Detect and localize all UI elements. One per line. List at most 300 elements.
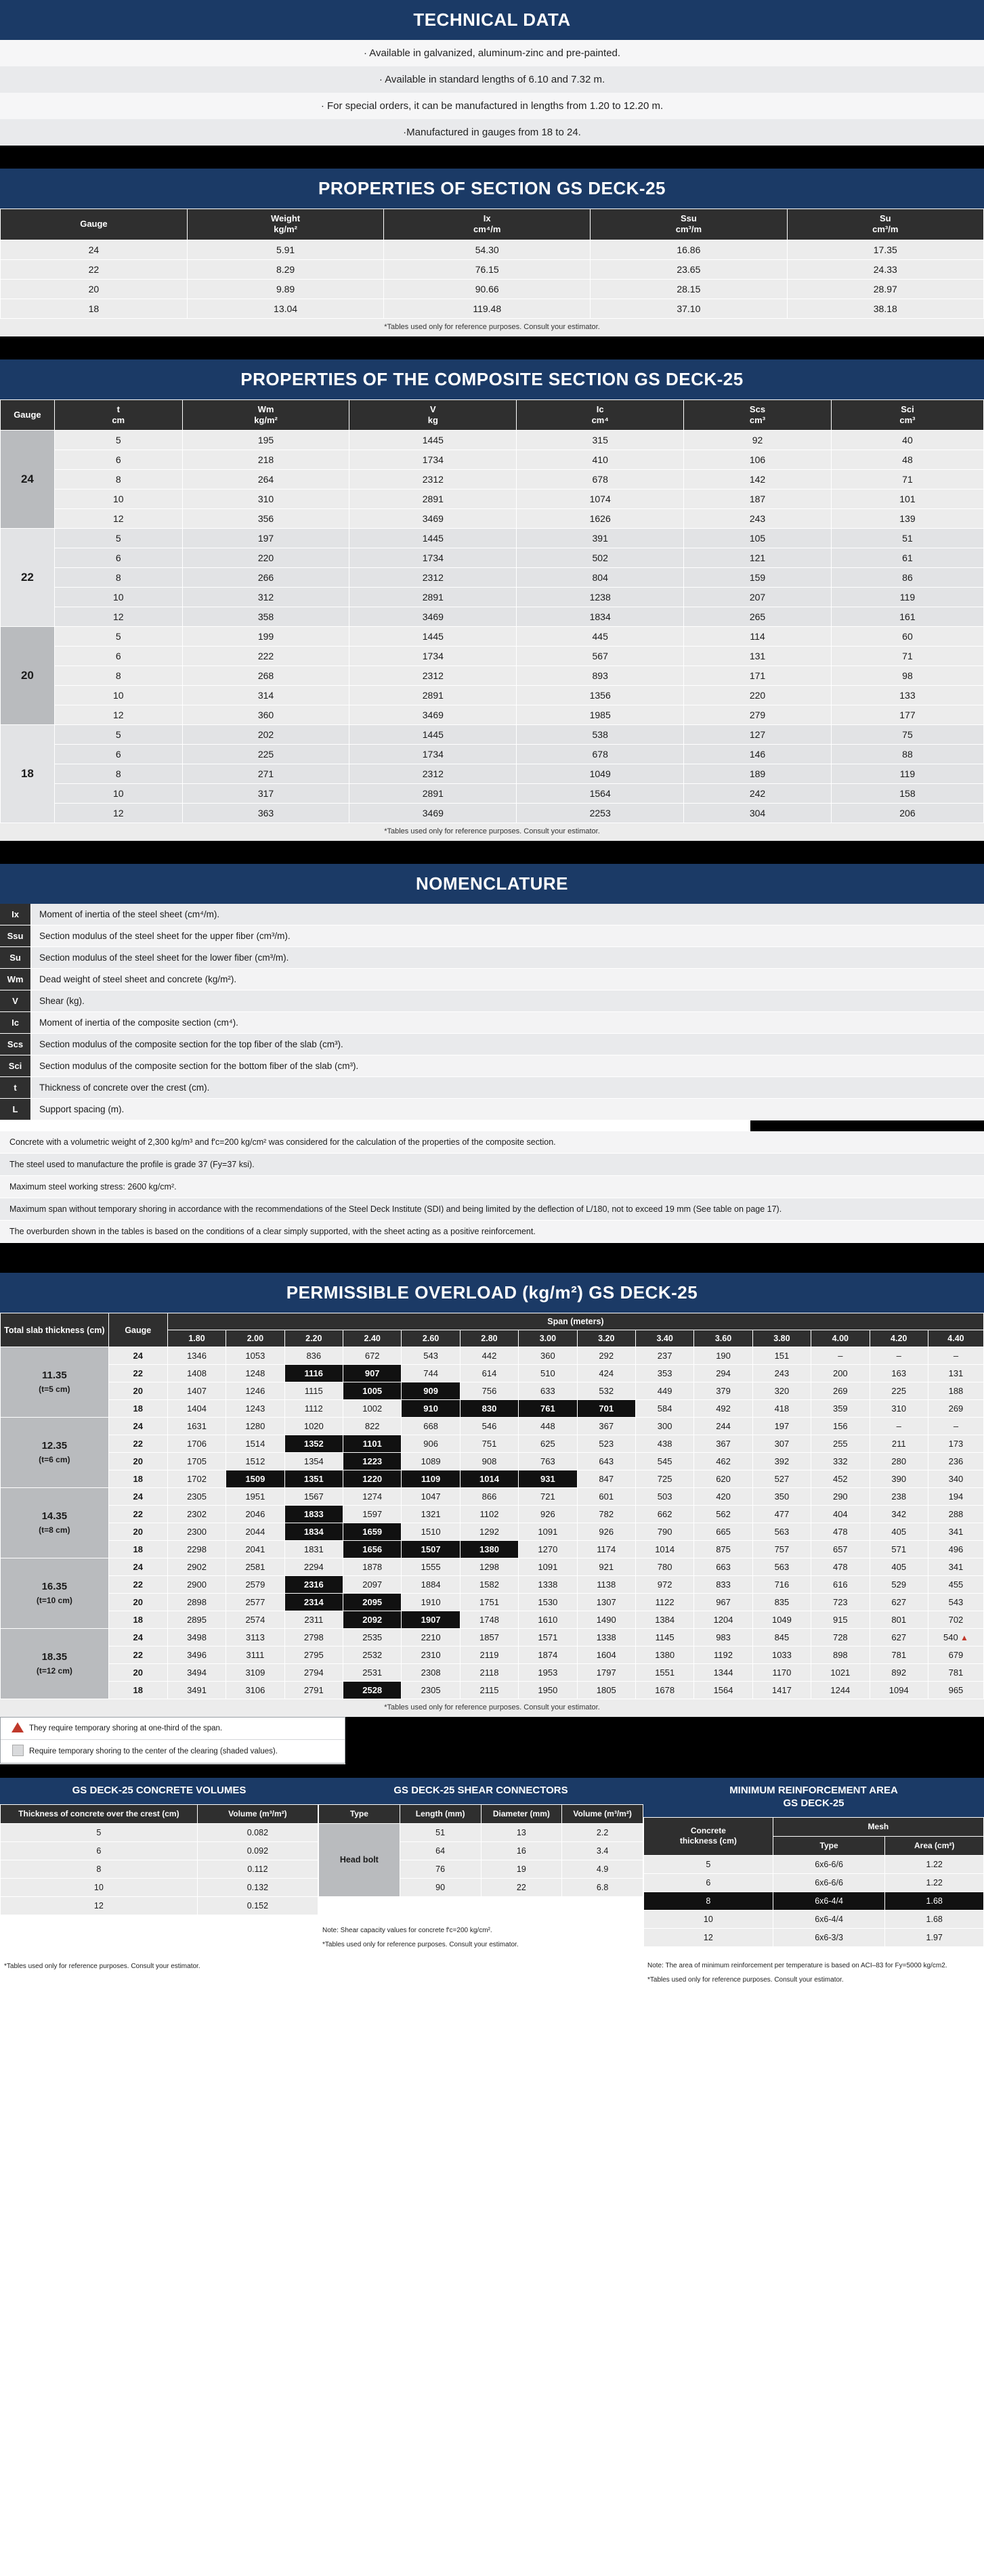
span-col: 2.00	[226, 1330, 284, 1347]
table-row	[1, 1896, 318, 1915]
cell: 1445	[349, 529, 517, 548]
overload-value-cell: 2305	[167, 1488, 226, 1506]
nomenclature-text: Moment of inertia of the steel sheet (cm⁴/m).	[31, 904, 984, 925]
overload-value-cell: 151	[752, 1347, 811, 1365]
cell: 225	[182, 745, 349, 764]
overload-value-cell: 342	[870, 1506, 928, 1523]
overload-value-cell: 1220	[343, 1470, 402, 1488]
overload-value-cell: 244	[694, 1418, 752, 1435]
cell: 18	[1, 299, 188, 318]
cell: 5	[54, 431, 182, 450]
overload-value-cell: 390	[870, 1470, 928, 1488]
shear-connectors-note-2: *Tables used only for reference purposes. Consult your estimator.	[318, 1940, 643, 1955]
cell: 391	[517, 529, 684, 548]
overload-value-cell: 781	[870, 1646, 928, 1664]
overload-value-cell: 1706	[167, 1435, 226, 1453]
cell: 10	[644, 1910, 773, 1928]
reinforcement-subtitle: GS DECK-25	[783, 1797, 844, 1809]
table-row	[644, 1928, 984, 1946]
composite-section-title	[0, 359, 984, 399]
overload-value-cell: 2798	[284, 1629, 343, 1646]
cell: 1445	[349, 431, 517, 450]
overload-value-cell: 173	[928, 1435, 983, 1453]
overload-value-cell: 332	[811, 1453, 870, 1470]
shear-connectors-note-1: Note: Shear capacity values for concrete f'c=200 kg/cm².	[318, 1921, 643, 1940]
composite-section-note: *Tables used only for reference purposes. Consult your estimator.	[0, 823, 984, 841]
triangle-warning-icon: ▲	[958, 1633, 968, 1642]
cell: 139	[831, 509, 983, 529]
overload-value-cell: 1555	[402, 1558, 460, 1576]
cell: 197	[182, 529, 349, 548]
cell: 1564	[517, 784, 684, 804]
divider-black	[0, 336, 984, 359]
overload-value-cell: 761	[519, 1400, 577, 1418]
bottom-tables	[0, 1778, 984, 1990]
cell: 6	[54, 647, 182, 666]
cell: 19	[481, 1860, 562, 1878]
cell: 312	[182, 588, 349, 607]
overload-value-cell: 668	[402, 1418, 460, 1435]
table-row	[1, 279, 984, 299]
nomenclature-symbol: Su	[0, 947, 31, 969]
overload-value-cell: 833	[694, 1576, 752, 1594]
overload-value-cell: 1033	[752, 1646, 811, 1664]
cell: 61	[831, 548, 983, 568]
note-line: Concrete with a volumetric weight of 2,300 kg/m³ and f'c=200 kg/cm² was considered for the calculation of the properties of the composite section.	[0, 1131, 984, 1154]
overload-value-cell: 543	[402, 1347, 460, 1365]
overload-value-cell: 910	[402, 1400, 460, 1418]
overload-value-cell: 1407	[167, 1382, 226, 1400]
span-col: 3.20	[577, 1330, 635, 1347]
nomenclature-text: Section modulus of the steel sheet for the lower fiber (cm³/m).	[31, 947, 984, 969]
span-col: 4.20	[870, 1330, 928, 1347]
overload-value-cell: 1656	[343, 1541, 402, 1558]
col-weight: Weight kg/m²	[187, 209, 383, 240]
table-row	[1, 450, 984, 470]
table-row	[1, 1611, 984, 1629]
gauge-cell: 24	[108, 1558, 167, 1576]
table-row	[1, 1488, 984, 1506]
cell: 22	[481, 1878, 562, 1896]
cell: 222	[182, 647, 349, 666]
table-row	[1, 1418, 984, 1435]
col-t: t cm	[54, 399, 182, 431]
table-row	[1, 568, 984, 588]
table-row	[1, 784, 984, 804]
overload-value-cell: 523	[577, 1435, 635, 1453]
overload-value-cell: 2528	[343, 1682, 402, 1699]
table-row	[1, 1347, 984, 1365]
overload-value-cell: 1833	[284, 1506, 343, 1523]
cell: 6	[54, 450, 182, 470]
table-row	[1, 1453, 984, 1470]
cell: 1.68	[885, 1892, 984, 1910]
overload-value-cell: 801	[870, 1611, 928, 1629]
overload-value-cell: 379	[694, 1382, 752, 1400]
overload-value-cell: 1597	[343, 1506, 402, 1523]
overload-value-cell: 2302	[167, 1506, 226, 1523]
overload-value-cell: 238	[870, 1488, 928, 1506]
cell: 90.66	[384, 279, 591, 299]
table-row	[1, 509, 984, 529]
cell: 28.15	[591, 279, 787, 299]
overload-value-cell: 503	[635, 1488, 693, 1506]
overload-value-cell: 751	[460, 1435, 518, 1453]
overload-value-cell: 782	[577, 1506, 635, 1523]
cell: 279	[684, 705, 832, 725]
cell: 1734	[349, 647, 517, 666]
gauge-cell: 22	[108, 1506, 167, 1523]
technical-data-row: · Available in standard lengths of 6.10 and 7.32 m.	[0, 66, 984, 93]
cell: 567	[517, 647, 684, 666]
overload-value-cell: 790	[635, 1523, 693, 1541]
concrete-volumes-title: GS DECK-25 CONCRETE VOLUMES	[0, 1778, 318, 1804]
table-row	[1, 489, 984, 509]
overload-value-cell: 1751	[460, 1594, 518, 1611]
overload-value-cell: 1910	[402, 1594, 460, 1611]
cell: 363	[182, 804, 349, 823]
cell: 127	[684, 725, 832, 745]
permissible-overload-title-text: PERMISSIBLE OVERLOAD (kg/m²)	[286, 1282, 584, 1303]
nomenclature-notes	[0, 1131, 984, 1243]
overload-value-cell: 972	[635, 1576, 693, 1594]
overload-value-cell: 527	[752, 1470, 811, 1488]
cell: 358	[182, 607, 349, 627]
overload-value-cell: 1610	[519, 1611, 577, 1629]
overload-value-cell: 1797	[577, 1664, 635, 1682]
span-col: 2.40	[343, 1330, 402, 1347]
col-ix: Ix cm⁴/m	[384, 209, 591, 240]
overload-value-cell: 2898	[167, 1594, 226, 1611]
overload-value-cell: 915	[811, 1611, 870, 1629]
col-ssu: Ssu cm³/m	[591, 209, 787, 240]
overload-value-cell: 510	[519, 1365, 577, 1382]
overload-value-cell: 477	[752, 1506, 811, 1523]
cell: 893	[517, 666, 684, 686]
cell: 0.112	[197, 1860, 318, 1878]
permissible-overload-title	[0, 1273, 984, 1313]
table-row	[1, 686, 984, 705]
overload-value-cell: 1047	[402, 1488, 460, 1506]
divider-black	[345, 1717, 984, 1764]
overload-value-cell: 1582	[460, 1576, 518, 1594]
cell: 22	[1, 259, 188, 279]
overload-value-cell: 1509	[226, 1470, 284, 1488]
overload-value-cell: 197	[752, 1418, 811, 1435]
composite-section-product: GS DECK-25	[634, 368, 744, 389]
table-row	[644, 1910, 984, 1928]
overload-value-cell: 496	[928, 1541, 983, 1558]
table-row	[1, 1435, 984, 1453]
cell: 13	[481, 1823, 562, 1841]
cell: 16.86	[591, 240, 787, 259]
overload-value-cell: 546	[460, 1418, 518, 1435]
legend-text: Require temporary shoring to the center of the clearing (shaded values).	[29, 1747, 278, 1755]
col-su: Su cm³/m	[787, 209, 983, 240]
col-gauge: Gauge	[1, 399, 55, 431]
overload-value-cell: 1005	[343, 1382, 402, 1400]
cell: 51	[400, 1823, 481, 1841]
overload-value-cell: 1678	[635, 1682, 693, 1699]
overload-value-cell: 1049	[752, 1611, 811, 1629]
gauge-cell: 22	[108, 1646, 167, 1664]
table-row	[319, 1823, 643, 1841]
table-row	[1, 1682, 984, 1699]
nomenclature-symbol: t	[0, 1077, 31, 1099]
overload-value-cell: 2794	[284, 1664, 343, 1682]
overload-value-cell: 2795	[284, 1646, 343, 1664]
span-col: 3.60	[694, 1330, 752, 1347]
overload-value-cell: –	[811, 1347, 870, 1365]
composite-section-table	[0, 399, 984, 824]
reinforcement-title-text: MINIMUM REINFORCEMENT AREA	[729, 1785, 898, 1796]
span-col: 2.80	[460, 1330, 518, 1347]
col-mesh-group: Mesh	[773, 1817, 983, 1836]
slab-thickness-value: 14.35	[41, 1510, 68, 1522]
overload-value-cell: 341	[928, 1558, 983, 1576]
table-header-row	[1, 1804, 318, 1823]
reinforcement-panel	[643, 1778, 984, 1990]
overload-value-cell: 931	[519, 1470, 577, 1488]
cell: 1.68	[885, 1910, 984, 1928]
cell: 88	[831, 745, 983, 764]
overload-value-cell: 1094	[870, 1682, 928, 1699]
overload-value-cell: 294	[694, 1365, 752, 1382]
overload-value-cell: 420	[694, 1488, 752, 1506]
cell: 71	[831, 470, 983, 489]
concrete-volumes-table	[0, 1804, 318, 1915]
connector-type: Head bolt	[319, 1823, 400, 1896]
cell: 37.10	[591, 299, 787, 318]
permissible-overload-product: GS DECK-25	[589, 1282, 698, 1303]
cell: 2891	[349, 784, 517, 804]
overload-value-cell: 657	[811, 1541, 870, 1558]
properties-of-section-product: GS DECK-25	[556, 178, 666, 198]
overload-value-cell: 292	[577, 1347, 635, 1365]
gauge-cell: 22	[108, 1365, 167, 1382]
nomenclature-text: Section modulus of the composite section for the top fiber of the slab (cm³).	[31, 1034, 984, 1055]
cell: 1049	[517, 764, 684, 784]
table-row	[1, 1823, 318, 1841]
overload-value-cell: 2308	[402, 1664, 460, 1682]
overload-value-cell: 1490	[577, 1611, 635, 1629]
cell: 76	[400, 1860, 481, 1878]
overload-value-cell: 2532	[343, 1646, 402, 1664]
overload-value-cell: 1805	[577, 1682, 635, 1699]
col-v: V kg	[349, 399, 517, 431]
table-row	[1, 725, 984, 745]
table-row	[1, 588, 984, 607]
overload-value-cell: 584	[635, 1400, 693, 1418]
overload-value-cell: 2310	[402, 1646, 460, 1664]
overload-value-cell: 620	[694, 1470, 752, 1488]
overload-value-cell: 1571	[519, 1629, 577, 1646]
overload-value-cell: 926	[519, 1506, 577, 1523]
cell: 266	[182, 568, 349, 588]
span-col: 4.00	[811, 1330, 870, 1347]
overload-value-cell: 672	[343, 1347, 402, 1365]
cell: 121	[684, 548, 832, 568]
overload-value-cell: 875	[694, 1541, 752, 1558]
cell: 218	[182, 450, 349, 470]
cell: 177	[831, 705, 983, 725]
nomenclature-symbol: Ssu	[0, 925, 31, 947]
overload-value-cell: 243	[752, 1365, 811, 1382]
cell: 195	[182, 431, 349, 450]
nomenclature-title: NOMENCLATURE	[0, 864, 984, 904]
overload-value-cell: 418	[752, 1400, 811, 1418]
overload-value-cell: 1514	[226, 1435, 284, 1453]
cell: 315	[517, 431, 684, 450]
col-diameter: Diameter (mm)	[481, 1804, 562, 1823]
slab-thickness-value: 11.35	[42, 1370, 67, 1381]
cell: 119.48	[384, 299, 591, 318]
table-row	[1, 240, 984, 259]
overload-value-cell: –	[870, 1347, 928, 1365]
technical-data-row: ·Manufactured in gauges from 18 to 24.	[0, 119, 984, 146]
cell: 24	[1, 240, 188, 259]
cell: 304	[684, 804, 832, 823]
overload-value-cell: 1174	[577, 1541, 635, 1558]
table-row	[1, 647, 984, 666]
overload-value-cell: 2314	[284, 1594, 343, 1611]
overload-value-cell: 2041	[226, 1541, 284, 1558]
overload-value-cell: 255	[811, 1435, 870, 1453]
overload-value-cell: 1380	[635, 1646, 693, 1664]
overload-value-cell: 320	[752, 1382, 811, 1400]
cell: 6.8	[562, 1878, 643, 1896]
cell: 54.30	[384, 240, 591, 259]
overload-value-cell: 2092	[343, 1611, 402, 1629]
overload-value-cell: 1112	[284, 1400, 343, 1418]
overload-value-cell: 442	[460, 1347, 518, 1365]
cell: 678	[517, 470, 684, 489]
note-line: Maximum span without temporary shoring in accordance with the recommendations of the Steel Deck Institute (SDI) and being limited by the deflection of L/180, not to exceed 19 mm (See table on page 17).	[0, 1198, 984, 1221]
cell: 1074	[517, 489, 684, 509]
table-row	[1, 1878, 318, 1896]
overload-value-cell: 1292	[460, 1523, 518, 1541]
cell: 678	[517, 745, 684, 764]
concrete-volumes-panel	[0, 1778, 318, 1990]
overload-value-cell: 1564	[694, 1682, 752, 1699]
overload-value-cell: 728	[811, 1629, 870, 1646]
overload-value-cell: 845	[752, 1629, 811, 1646]
overload-value-cell: 1122	[635, 1594, 693, 1611]
table-row	[1, 666, 984, 686]
cell: 5.91	[187, 240, 383, 259]
slab-thickness-cell	[1, 1418, 109, 1488]
table-row	[1, 1841, 318, 1860]
cell: 5	[54, 627, 182, 647]
slab-thickness-sub: (t=5 cm)	[39, 1384, 70, 1394]
cell: 1356	[517, 686, 684, 705]
cell: 2253	[517, 804, 684, 823]
overload-value-cell: 200	[811, 1365, 870, 1382]
overload-value-cell: 1346	[167, 1347, 226, 1365]
overload-value-cell: 1884	[402, 1576, 460, 1594]
overload-value-cell: 269	[811, 1382, 870, 1400]
overload-value-cell: 1417	[752, 1682, 811, 1699]
overload-value-cell: 780	[635, 1558, 693, 1576]
slab-thickness-cell	[1, 1629, 109, 1699]
overload-value-cell: 2902	[167, 1558, 226, 1576]
table-row	[1, 299, 984, 318]
properties-of-section-table	[0, 209, 984, 319]
overload-value-cell: 1145	[635, 1629, 693, 1646]
nomenclature-item	[0, 969, 984, 990]
cell: 3.4	[562, 1841, 643, 1860]
span-col: 2.60	[402, 1330, 460, 1347]
reinforcement-title	[643, 1778, 984, 1817]
overload-value-cell: 1551	[635, 1664, 693, 1682]
nomenclature-item	[0, 947, 984, 969]
overload-value-cell: 563	[752, 1523, 811, 1541]
overload-value-cell: 1298	[460, 1558, 518, 1576]
cell: 8	[54, 666, 182, 686]
cell: 220	[684, 686, 832, 705]
gauge-cell: 24	[1, 431, 55, 529]
overload-value-cell: 2574	[226, 1611, 284, 1629]
col-span-group: Span (meters)	[167, 1313, 983, 1330]
overload-value-cell: 633	[519, 1382, 577, 1400]
note-line: Maximum steel working stress: 2600 kg/cm².	[0, 1176, 984, 1198]
slab-thickness-value: 12.35	[41, 1440, 68, 1451]
nomenclature-list	[0, 904, 984, 1120]
cell: 538	[517, 725, 684, 745]
table-header-row	[1, 209, 984, 240]
nomenclature-text: Support spacing (m).	[31, 1099, 984, 1120]
slab-thickness-sub: (t=12 cm)	[36, 1665, 72, 1676]
cell: 2312	[349, 666, 517, 686]
overload-value-cell: 478	[811, 1523, 870, 1541]
cell: 6x6-6/6	[773, 1855, 885, 1873]
gauge-cell: 24	[108, 1629, 167, 1646]
overload-value-cell: 2115	[460, 1682, 518, 1699]
overload-value-cell: 965	[928, 1682, 983, 1699]
overload-value-cell: 492	[694, 1400, 752, 1418]
cell: 8	[54, 568, 182, 588]
cell: 1734	[349, 548, 517, 568]
nomenclature-item	[0, 1077, 984, 1099]
overload-value-cell: 625	[519, 1435, 577, 1453]
cell: 40	[831, 431, 983, 450]
overload-value-cell: 1831	[284, 1541, 343, 1558]
overload-value-cell: 2579	[226, 1576, 284, 1594]
col-type: Type	[319, 1804, 400, 1823]
cell: 10	[54, 489, 182, 509]
cell: 0.132	[197, 1878, 318, 1896]
cell: 314	[182, 686, 349, 705]
col-volume: Volume (m³/m²)	[197, 1804, 318, 1823]
cell: 75	[831, 725, 983, 745]
table-row	[1, 470, 984, 489]
cell: 8	[1, 1860, 198, 1878]
cell: 410	[517, 450, 684, 470]
cell: 1734	[349, 745, 517, 764]
overload-value-cell: 2900	[167, 1576, 226, 1594]
overload-value-cell: 353	[635, 1365, 693, 1382]
cell: 12	[1, 1896, 198, 1915]
overload-value-cell: 926	[577, 1523, 635, 1541]
slab-thickness-sub: (t=10 cm)	[36, 1595, 72, 1605]
overload-value-cell: 1274	[343, 1488, 402, 1506]
table-row	[1, 1629, 984, 1646]
overload-value-cell: 1338	[519, 1576, 577, 1594]
cell: 60	[831, 627, 983, 647]
cell: 4.9	[562, 1860, 643, 1878]
cell: 161	[831, 607, 983, 627]
nomenclature-text: Section modulus of the composite section for the bottom fiber of the slab (cm³).	[31, 1055, 984, 1077]
